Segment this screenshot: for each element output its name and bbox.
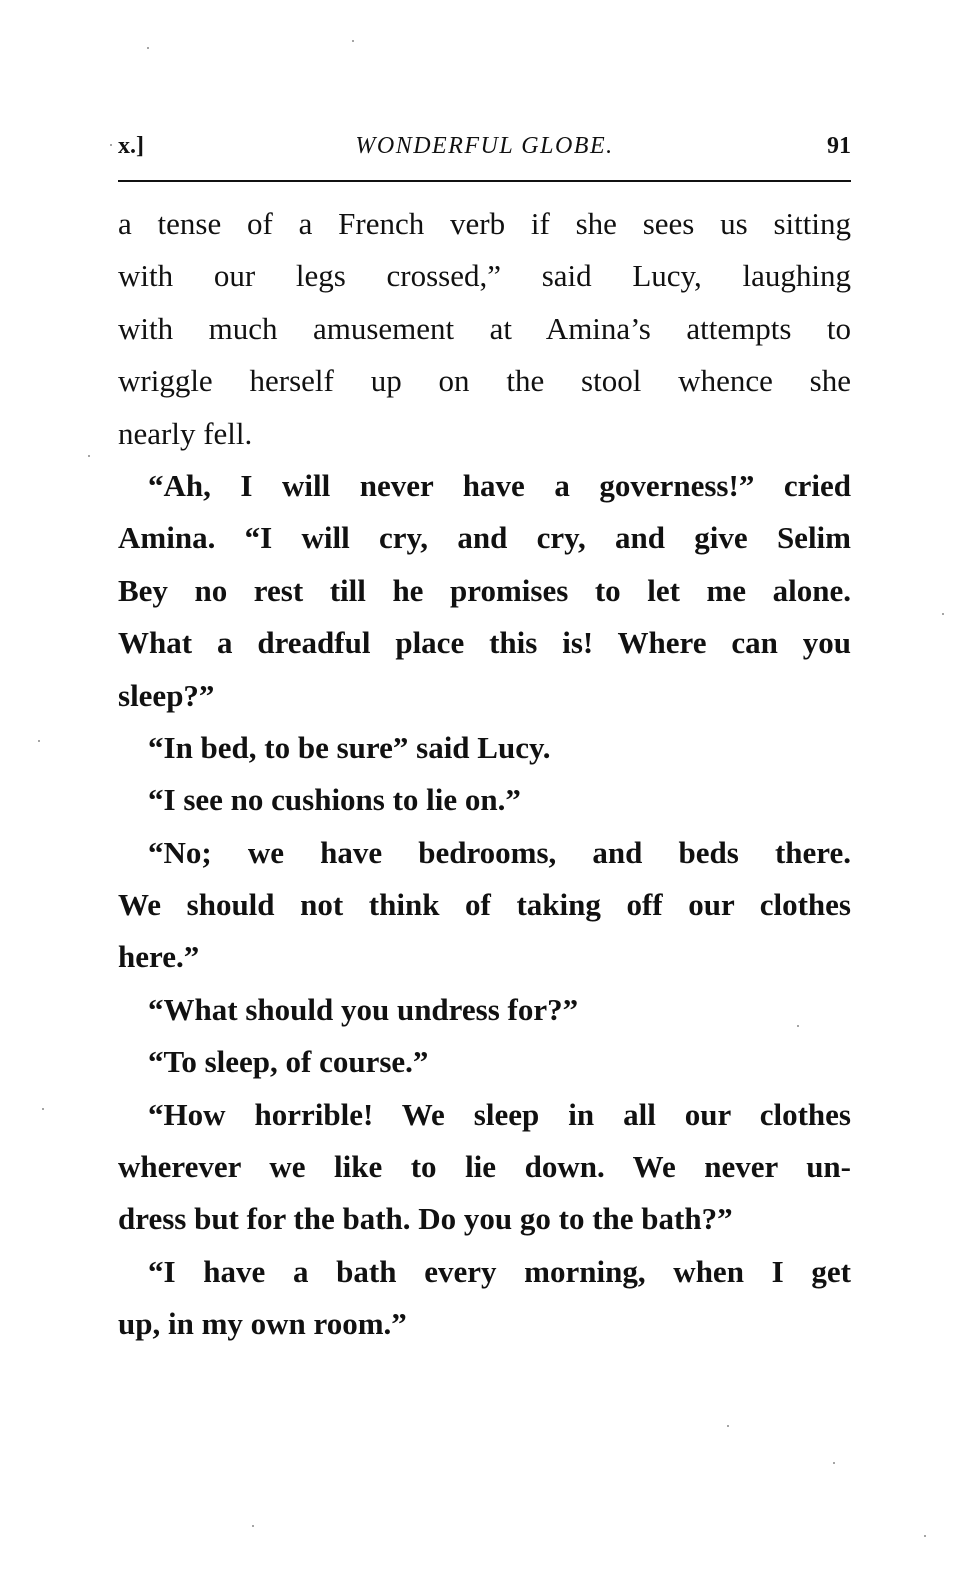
text-line: “What should you undress for?”	[148, 991, 579, 1027]
header-rule	[118, 180, 851, 182]
text-line: “Ah, I will never have a governess!” cried	[148, 467, 851, 503]
text-line: “I see no cushions to lie on.”	[148, 782, 521, 818]
running-title: WONDERFUL GLOBE.	[355, 133, 614, 159]
scan-speck	[252, 1525, 254, 1527]
scan-speck	[942, 613, 944, 615]
scan-speck	[797, 1025, 799, 1027]
text-line: wherever we like to lie down. We never un-	[118, 1149, 851, 1185]
text-line: “To sleep, of course.”	[148, 1044, 429, 1080]
scan-speck	[42, 1108, 44, 1110]
text-line: up, in my own room.”	[118, 1306, 407, 1342]
text-line: sleep?”	[118, 677, 215, 713]
scan-speck	[147, 47, 149, 49]
scan-speck	[924, 1535, 926, 1537]
text-line: with much amusement at Amina’s attempts to	[118, 310, 851, 346]
chapter-number: x.]	[118, 133, 144, 159]
scan-speck	[38, 740, 40, 742]
text-line: with our legs crossed,” said Lucy, laughing	[118, 258, 851, 294]
text-line: We should not think of taking off our clothes	[118, 887, 851, 923]
text-line: Bey no rest till he promises to let me alone.	[118, 572, 851, 608]
text-line: “In bed, to be sure” said Lucy.	[148, 729, 551, 765]
text-line: What a dreadful place this is! Where can you	[118, 625, 851, 661]
scan-speck	[352, 40, 354, 42]
page-body	[118, 198, 851, 1351]
text-line: “How horrible! We sleep in all our clothes	[148, 1096, 851, 1132]
scan-speck	[110, 144, 112, 146]
text-line: Amina. “I will cry, and cry, and give Selim	[118, 520, 851, 556]
text-line: dress but for the bath. Do you go to the bath?”	[118, 1201, 733, 1237]
scan-speck	[88, 455, 90, 457]
text-line: “No; we have bedrooms, and beds there.	[148, 834, 851, 870]
text-line: “I have a bath every morning, when I get	[148, 1253, 851, 1289]
scan-speck	[833, 1462, 835, 1464]
text-line: a tense of a French verb if she sees us sitting	[118, 206, 851, 241]
text-line: wriggle herself up on the stool whence she	[118, 363, 851, 399]
page-number: 91	[827, 133, 851, 159]
text-line: here.”	[118, 939, 200, 975]
text-line: nearly fell.	[118, 415, 253, 451]
running-header	[118, 131, 851, 167]
scan-speck	[727, 1425, 729, 1427]
